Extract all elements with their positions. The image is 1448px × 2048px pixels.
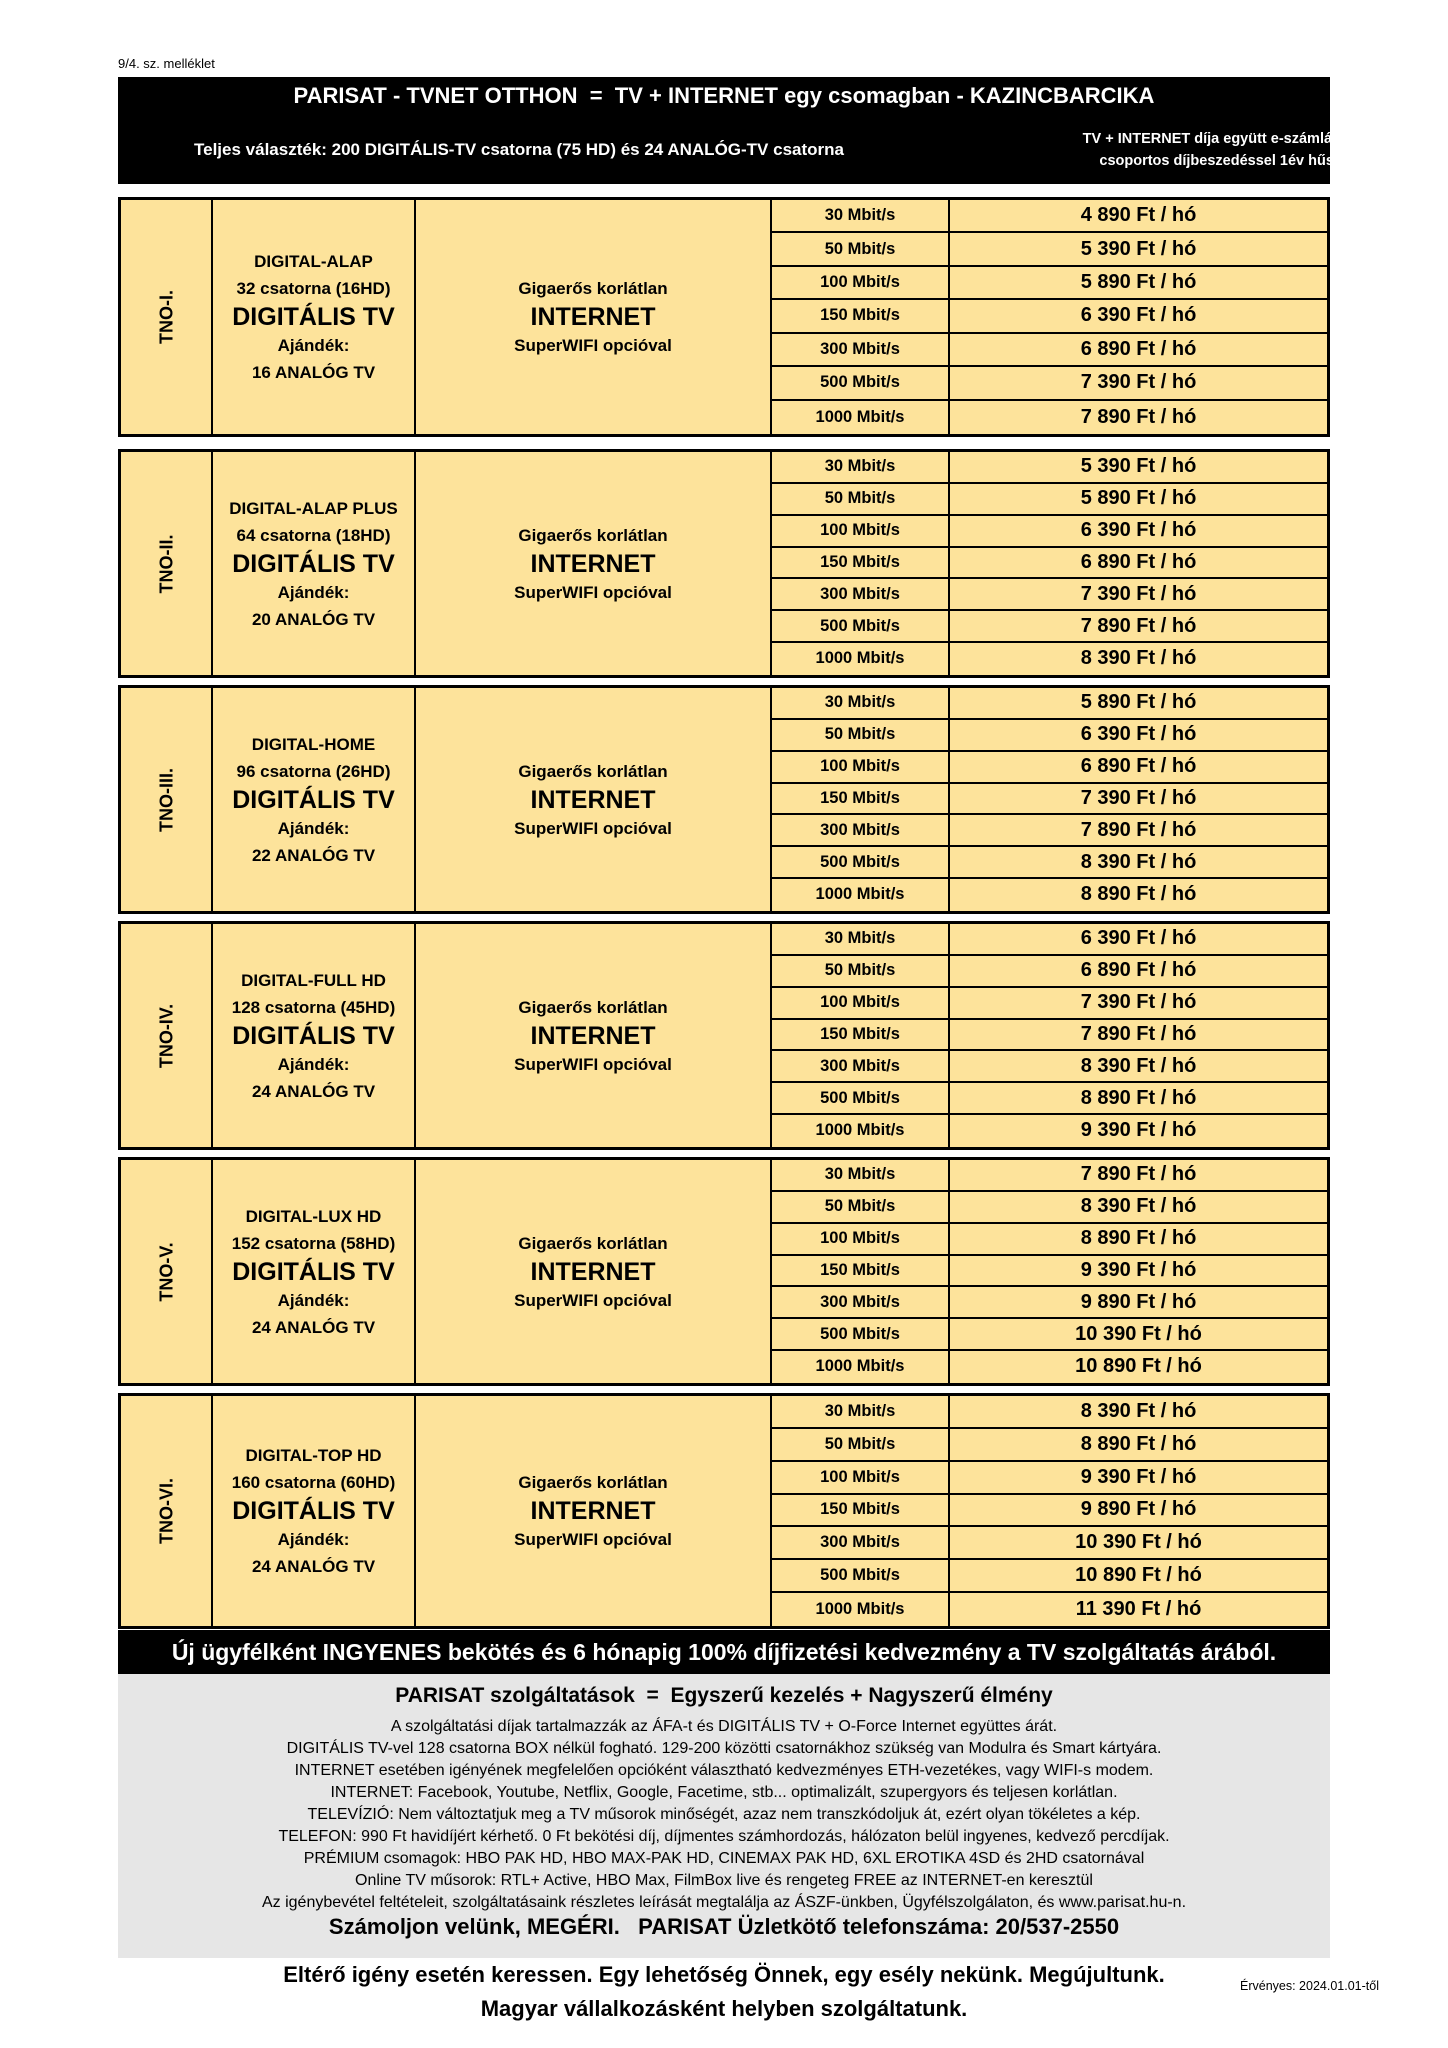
price-rows xyxy=(772,1396,1327,1626)
speed-cell: 50 Mbit/s xyxy=(772,233,950,264)
price-rows xyxy=(772,452,1327,675)
price-row xyxy=(772,1527,1327,1560)
price-cell: 11 390 Ft / hó xyxy=(1075,1597,1202,1620)
speed-cell: 150 Mbit/s xyxy=(772,784,950,814)
info-lines xyxy=(118,1716,1330,1914)
speed-cell: 500 Mbit/s xyxy=(772,1083,950,1113)
info-line: PRÉMIUM csomagok: HBO PAK HD, HBO MAX-PAK HD, CINEMAX PAK HD, 6XL EROTIKA 4SD és 2HD csatornával xyxy=(303,1850,1145,1867)
price-row xyxy=(772,956,1327,988)
package-code-cell xyxy=(121,1396,213,1626)
gift-channels: 24 ANALÓG TV xyxy=(251,1081,376,1101)
price-cell: 7 390 Ft / hó xyxy=(1080,371,1197,394)
package-block xyxy=(118,1393,1330,1629)
tv-label: DIGITÁLIS TV xyxy=(232,1497,395,1525)
speed-cell: 30 Mbit/s xyxy=(772,688,950,718)
speed-cell: 50 Mbit/s xyxy=(772,1192,950,1222)
speed-cell: 150 Mbit/s xyxy=(772,300,950,331)
info-line: TELEVÍZIÓ: Nem változtatjuk meg a TV műsorok minőségét, azaz nem transzkódoljuk át, ezért olyan tökéletes a kép. xyxy=(307,1806,1141,1823)
price-cell: 8 390 Ft / hó xyxy=(1080,850,1197,873)
internet-label: INTERNET xyxy=(530,1021,656,1050)
package-block xyxy=(118,1157,1330,1386)
internet-wifi-option: SuperWIFI opcióval xyxy=(514,1530,672,1549)
tv-label: DIGITÁLIS TV xyxy=(232,303,395,331)
internet-wifi-option: SuperWIFI opcióval xyxy=(514,582,672,602)
price-row xyxy=(772,401,1327,434)
gift-label: Ajándék: xyxy=(277,336,350,355)
package-block xyxy=(118,197,1330,437)
price-rows xyxy=(772,1160,1327,1383)
speed-cell: 50 Mbit/s xyxy=(772,484,950,514)
price-row xyxy=(772,334,1327,367)
tv-package-cell xyxy=(213,1396,416,1626)
price-cell: 9 890 Ft / hó xyxy=(1080,1290,1197,1313)
speed-cell: 100 Mbit/s xyxy=(772,267,950,298)
info-line: Online TV műsorok: RTL+ Active, HBO Max, FilmBox live és rengeteg FREE az INTERNET-en keresztül xyxy=(355,1872,1093,1889)
speed-cell: 1000 Mbit/s xyxy=(772,1351,950,1383)
price-row xyxy=(772,267,1327,300)
speed-cell: 1000 Mbit/s xyxy=(772,401,950,434)
gift-label: Ajándék: xyxy=(277,1290,350,1310)
internet-label: INTERNET xyxy=(530,1497,656,1525)
gift-channels: 22 ANALÓG TV xyxy=(251,845,376,865)
price-cell: 10 890 Ft / hó xyxy=(1075,1355,1202,1378)
tv-channel-count: 160 csatorna (60HD) xyxy=(231,1473,396,1492)
annex-label: 9/4. sz. melléklet xyxy=(118,56,215,71)
internet-label: INTERNET xyxy=(530,1257,656,1286)
package-code: TNO-VI. xyxy=(156,1478,177,1544)
price-row xyxy=(772,752,1327,784)
price-row xyxy=(772,1495,1327,1528)
price-cell: 8 390 Ft / hó xyxy=(1080,1054,1197,1077)
gift-label: Ajándék: xyxy=(277,1530,350,1549)
price-cell: 5 390 Ft / hó xyxy=(1080,237,1197,260)
internet-cell xyxy=(416,1160,772,1383)
footer-line-1: Eltérő igény esetén keressen. Egy lehetőség Önnek, egy esély nekünk. Megújultunk. xyxy=(283,1962,1165,1987)
speed-cell: 30 Mbit/s xyxy=(772,1396,950,1427)
price-row xyxy=(772,879,1327,911)
tv-package-name: DIGITAL-LUX HD xyxy=(245,1206,382,1226)
tv-label: DIGITÁLIS TV xyxy=(232,549,395,578)
tv-package-cell xyxy=(213,688,416,911)
gift-label: Ajándék: xyxy=(277,818,350,838)
price-cell: 7 390 Ft / hó xyxy=(1080,582,1197,605)
price-row xyxy=(772,1051,1327,1083)
tv-package-name: DIGITAL-ALAP PLUS xyxy=(229,498,398,518)
speed-cell: 1000 Mbit/s xyxy=(772,1115,950,1147)
internet-label: INTERNET xyxy=(530,549,656,578)
price-row xyxy=(772,548,1327,580)
speed-cell: 1000 Mbit/s xyxy=(772,1593,950,1626)
tv-channel-count: 32 csatorna (16HD) xyxy=(236,279,391,298)
internet-label: INTERNET xyxy=(530,303,656,331)
price-row xyxy=(772,1287,1327,1319)
internet-line-1: Gigaerős korlátlan xyxy=(518,1233,668,1253)
package-block xyxy=(118,921,1330,1150)
tv-package-name: DIGITAL-FULL HD xyxy=(241,970,386,990)
price-cell: 6 890 Ft / hó xyxy=(1080,337,1197,360)
price-row xyxy=(772,1083,1327,1115)
speed-cell: 500 Mbit/s xyxy=(772,1560,950,1591)
internet-wifi-option: SuperWIFI opcióval xyxy=(514,818,672,838)
internet-label: INTERNET xyxy=(530,785,656,814)
speed-cell: 300 Mbit/s xyxy=(772,334,950,365)
info-line: TELEFON: 990 Ft havidíjért kérhető. 0 Ft bekötési díj, díjmentes számhordozás, hálózaton belül ingyenes, kedvező percdíjak. xyxy=(278,1828,1170,1845)
speed-cell: 150 Mbit/s xyxy=(772,1495,950,1526)
speed-cell: 1000 Mbit/s xyxy=(772,643,950,675)
price-cell: 10 390 Ft / hó xyxy=(1075,1322,1202,1345)
package-code-cell xyxy=(121,688,213,911)
price-cell: 7 390 Ft / hó xyxy=(1080,786,1197,809)
tv-package-cell xyxy=(213,200,416,434)
price-cell: 7 890 Ft / hó xyxy=(1080,405,1197,428)
internet-line-1: Gigaerős korlátlan xyxy=(518,761,668,781)
tv-channel-count: 152 csatorna (58HD) xyxy=(231,1233,396,1253)
price-cell: 6 390 Ft / hó xyxy=(1080,927,1197,950)
price-cell: 8 890 Ft / hó xyxy=(1080,1227,1197,1250)
speed-cell: 300 Mbit/s xyxy=(772,579,950,609)
gift-channels: 24 ANALÓG TV xyxy=(251,1557,376,1576)
page-title: PARISAT - TVNET OTTHON = TV + INTERNET egy csomagban - KAZINCBARCIKA xyxy=(293,83,1155,108)
tv-channel-count: 64 csatorna (18HD) xyxy=(236,525,391,545)
speed-cell: 500 Mbit/s xyxy=(772,367,950,398)
gift-label: Ajándék: xyxy=(277,1054,350,1074)
internet-line-1: Gigaerős korlátlan xyxy=(518,279,668,298)
speed-cell: 30 Mbit/s xyxy=(772,200,950,231)
gift-channels: 24 ANALÓG TV xyxy=(251,1317,376,1337)
speed-cell: 50 Mbit/s xyxy=(772,956,950,986)
speed-cell: 100 Mbit/s xyxy=(772,752,950,782)
speed-cell: 500 Mbit/s xyxy=(772,611,950,641)
price-row xyxy=(772,924,1327,956)
package-block xyxy=(118,685,1330,914)
tv-package-name: DIGITAL-TOP HD xyxy=(245,1446,382,1465)
speed-cell: 100 Mbit/s xyxy=(772,516,950,546)
price-row xyxy=(772,988,1327,1020)
price-cell: 7 890 Ft / hó xyxy=(1080,614,1197,637)
internet-cell xyxy=(416,1396,772,1626)
gift-label: Ajándék: xyxy=(277,582,350,602)
tv-label: DIGITÁLIS TV xyxy=(232,785,395,814)
speed-cell: 500 Mbit/s xyxy=(772,847,950,877)
price-rows xyxy=(772,924,1327,1147)
price-cell: 5 890 Ft / hó xyxy=(1080,271,1197,294)
price-cell: 9 890 Ft / hó xyxy=(1080,1498,1197,1521)
price-row xyxy=(772,516,1327,548)
price-row xyxy=(772,1224,1327,1256)
price-cell: 6 890 Ft / hó xyxy=(1080,959,1197,982)
price-cell: 8 390 Ft / hó xyxy=(1080,1399,1197,1422)
package-code: TNO-IV. xyxy=(156,1003,177,1068)
speed-cell: 300 Mbit/s xyxy=(772,1287,950,1317)
speed-cell: 30 Mbit/s xyxy=(772,452,950,482)
gift-channels: 16 ANALÓG TV xyxy=(251,363,376,382)
price-cell: 9 390 Ft / hó xyxy=(1080,1119,1197,1142)
price-row xyxy=(772,1160,1327,1192)
speed-cell: 50 Mbit/s xyxy=(772,720,950,750)
speed-cell: 30 Mbit/s xyxy=(772,924,950,954)
package-code-cell xyxy=(121,1160,213,1383)
speed-cell: 30 Mbit/s xyxy=(772,1160,950,1190)
speed-cell: 100 Mbit/s xyxy=(772,988,950,1018)
internet-wifi-option: SuperWIFI opcióval xyxy=(514,336,672,355)
price-cell: 6 390 Ft / hó xyxy=(1080,723,1197,746)
price-cell: 8 890 Ft / hó xyxy=(1080,1432,1197,1455)
tv-channel-count: 96 csatorna (26HD) xyxy=(236,761,391,781)
info-line: INTERNET esetében igényének megfelelően opcióként választható kedvezményes ETH-vezetékes, vagy WIFI-s modem. xyxy=(294,1762,1154,1779)
speed-cell: 1000 Mbit/s xyxy=(772,879,950,911)
price-row xyxy=(772,643,1327,675)
package-code-cell xyxy=(121,200,213,434)
price-cell: 6 890 Ft / hó xyxy=(1080,550,1197,573)
price-cell: 5 390 Ft / hó xyxy=(1080,455,1197,478)
price-row xyxy=(772,233,1327,266)
internet-line-1: Gigaerős korlátlan xyxy=(518,525,668,545)
price-rows xyxy=(772,200,1327,434)
internet-cell xyxy=(416,924,772,1147)
price-row xyxy=(772,1319,1327,1351)
price-row xyxy=(772,367,1327,400)
tv-label: DIGITÁLIS TV xyxy=(232,1021,395,1050)
header-billing-note xyxy=(1053,128,1423,172)
price-cell: 7 890 Ft / hó xyxy=(1080,1163,1197,1186)
price-cell: 6 390 Ft / hó xyxy=(1080,519,1197,542)
internet-cell xyxy=(416,452,772,675)
speed-cell: 300 Mbit/s xyxy=(772,815,950,845)
price-row xyxy=(772,847,1327,879)
price-row xyxy=(772,1560,1327,1593)
internet-cell xyxy=(416,688,772,911)
package-code: TNO-II. xyxy=(156,534,177,593)
price-row xyxy=(772,815,1327,847)
speed-cell: 50 Mbit/s xyxy=(772,1429,950,1460)
price-row xyxy=(772,1396,1327,1429)
package-code-cell xyxy=(121,452,213,675)
gift-channels: 20 ANALÓG TV xyxy=(251,609,376,629)
price-cell: 5 890 Ft / hó xyxy=(1080,691,1197,714)
contact-line: Számoljon velünk, MEGÉRI. PARISAT Üzletkötő telefonszáma: 20/537-2550 xyxy=(328,1914,1120,1939)
price-row xyxy=(772,1192,1327,1224)
tv-package-name: DIGITAL-HOME xyxy=(251,734,376,754)
info-line: DIGITÁLIS TV-vel 128 csatorna BOX nélkül fogható. 129-200 közötti csatornákhoz szükség van Modulra és Smart kártyára. xyxy=(286,1740,1162,1757)
price-cell: 7 890 Ft / hó xyxy=(1080,818,1197,841)
validity-date: Érvényes: 2024.01.01-től xyxy=(1240,1979,1379,1993)
speed-cell: 150 Mbit/s xyxy=(772,1256,950,1286)
package-code: TNO-V. xyxy=(156,1241,177,1302)
price-cell: 9 390 Ft / hó xyxy=(1080,1258,1197,1281)
tv-package-name: DIGITAL-ALAP xyxy=(254,252,373,271)
speed-cell: 100 Mbit/s xyxy=(772,1462,950,1493)
price-cell: 8 890 Ft / hó xyxy=(1080,883,1197,906)
tv-package-cell xyxy=(213,1160,416,1383)
internet-wifi-option: SuperWIFI opcióval xyxy=(514,1054,672,1074)
package-block xyxy=(118,449,1330,678)
price-cell: 10 390 Ft / hó xyxy=(1075,1531,1202,1554)
speed-cell: 100 Mbit/s xyxy=(772,1224,950,1254)
price-row xyxy=(772,200,1327,233)
header-channel-summary: Teljes választék: 200 DIGITÁLIS-TV csatorna (75 HD) és 24 ANALÓG-TV csatorna xyxy=(194,140,844,159)
price-cell: 8 390 Ft / hó xyxy=(1080,1195,1197,1218)
internet-cell xyxy=(416,200,772,434)
tv-package-cell xyxy=(213,452,416,675)
billing-note-line-1: TV + INTERNET díja együtt e-számlával, vagy xyxy=(1082,131,1394,147)
tv-package-cell xyxy=(213,924,416,1147)
info-line: Az igénybevétel feltételeit, szolgáltatásaink részletes leírását megtalálja az ÁSZF-ünkben, Ügyfélszolgálaton, és www.parisat.hu-n. xyxy=(261,1894,1187,1911)
tv-label: DIGITÁLIS TV xyxy=(232,1257,395,1286)
price-row xyxy=(772,1462,1327,1495)
price-cell: 7 890 Ft / hó xyxy=(1080,1022,1197,1045)
tv-channel-count: 128 csatorna (45HD) xyxy=(231,997,396,1017)
speed-cell: 300 Mbit/s xyxy=(772,1527,950,1558)
price-cell: 7 390 Ft / hó xyxy=(1080,991,1197,1014)
price-row xyxy=(772,1351,1327,1383)
price-row xyxy=(772,784,1327,816)
info-panel xyxy=(118,1674,1330,1958)
price-row xyxy=(772,1429,1327,1462)
billing-note-line-2: csoportos díjbeszedéssel 1év hűséggel: xyxy=(1099,153,1377,169)
price-row xyxy=(772,688,1327,720)
internet-line-1: Gigaerős korlátlan xyxy=(518,997,668,1017)
price-cell: 8 390 Ft / hó xyxy=(1080,647,1197,670)
price-cell: 4 890 Ft / hó xyxy=(1080,204,1197,227)
speed-cell: 150 Mbit/s xyxy=(772,548,950,578)
speed-cell: 500 Mbit/s xyxy=(772,1319,950,1349)
internet-wifi-option: SuperWIFI opcióval xyxy=(514,1290,672,1310)
price-row xyxy=(772,1115,1327,1147)
price-row xyxy=(772,1593,1327,1626)
price-row xyxy=(772,484,1327,516)
internet-line-1: Gigaerős korlátlan xyxy=(518,1473,668,1492)
price-row xyxy=(772,300,1327,333)
price-row xyxy=(772,611,1327,643)
price-rows xyxy=(772,688,1327,911)
speed-cell: 300 Mbit/s xyxy=(772,1051,950,1081)
price-row xyxy=(772,452,1327,484)
promo-banner: Új ügyfélként INGYENES bekötés és 6 hónapig 100% díjfizetési kedvezmény a TV szolgáltatás árából. xyxy=(118,1630,1330,1674)
footer-line-2: Magyar vállalkozásként helyben szolgáltatunk. xyxy=(480,1996,968,2021)
price-row xyxy=(772,579,1327,611)
price-cell: 6 390 Ft / hó xyxy=(1080,304,1197,327)
package-code: TNO-I. xyxy=(156,290,177,344)
info-line: A szolgáltatási díjak tartalmazzák az ÁFA-t és DIGITÁLIS TV + O-Force Internet együttes árát. xyxy=(390,1718,1058,1735)
price-row xyxy=(772,1256,1327,1288)
price-row xyxy=(772,720,1327,752)
price-row xyxy=(772,1020,1327,1052)
price-cell: 10 890 Ft / hó xyxy=(1075,1564,1202,1587)
header-bar xyxy=(118,77,1394,184)
info-heading: PARISAT szolgáltatások = Egyszerű kezelés + Nagyszerű élmény xyxy=(395,1684,1053,1707)
price-cell: 9 390 Ft / hó xyxy=(1080,1465,1197,1488)
info-line: INTERNET: Facebook, Youtube, Netflix, Google, Facetime, stb... optimalizált, szupergyors és teljesen korlátlan. xyxy=(330,1784,1118,1801)
price-cell: 8 890 Ft / hó xyxy=(1080,1086,1197,1109)
price-cell: 6 890 Ft / hó xyxy=(1080,755,1197,778)
speed-cell: 150 Mbit/s xyxy=(772,1020,950,1050)
price-cell: 5 890 Ft / hó xyxy=(1080,487,1197,510)
package-code: TNO-III. xyxy=(156,767,177,832)
package-code-cell xyxy=(121,924,213,1147)
